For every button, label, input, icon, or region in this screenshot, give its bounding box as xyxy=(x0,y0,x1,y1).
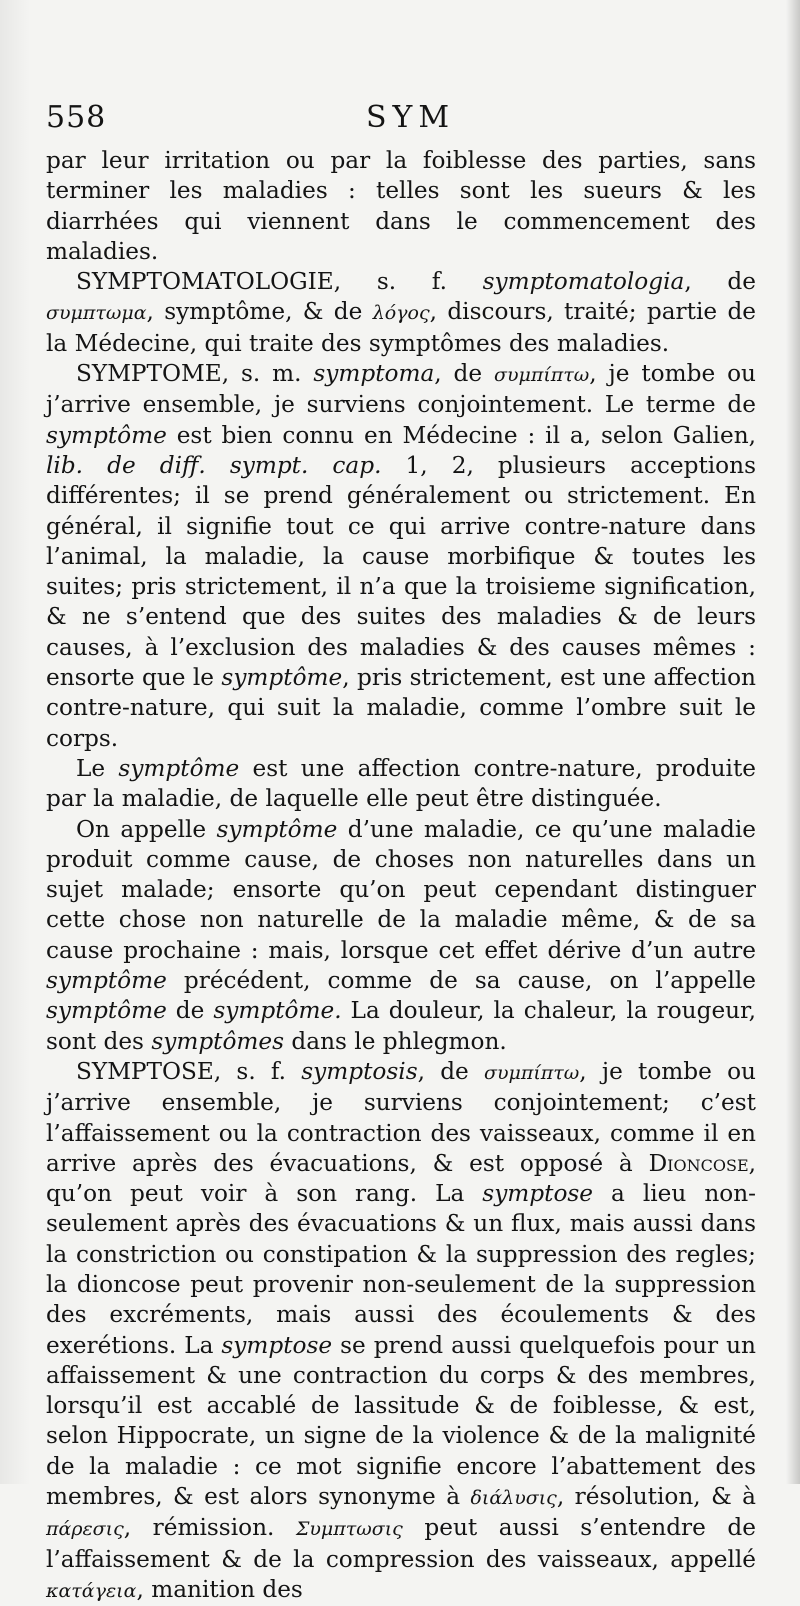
italic-term: lib. de diff. sympt. cap. xyxy=(46,451,382,479)
italic-term: symptomatologia xyxy=(482,268,685,296)
entry-symptose xyxy=(46,1057,756,1606)
italic-term: symptosis xyxy=(301,1057,418,1085)
text-run: , s. f. xyxy=(213,1057,302,1085)
greek-term: συμπίπτω xyxy=(494,364,590,387)
text-run: On appelle xyxy=(76,815,217,843)
italic-term: symptôme. xyxy=(213,997,342,1025)
greek-term: συμπίπτω xyxy=(484,1061,580,1084)
page-header xyxy=(46,98,756,146)
greek-term: συμπτωμα xyxy=(46,302,147,325)
text-run: , symptôme, & de xyxy=(146,298,373,326)
greek-term: διάλυσις xyxy=(470,1487,557,1510)
text-run: SYMPTOME xyxy=(76,360,222,388)
italic-term: symptôme xyxy=(46,967,167,995)
greek-term: κατάγεια xyxy=(46,1579,137,1602)
text-run: , s. f. xyxy=(333,268,483,296)
italic-term: symptose xyxy=(221,1331,333,1359)
greek-term: πάρεσις xyxy=(46,1518,124,1541)
greek-term: Συμπτωσις xyxy=(295,1518,403,1541)
text-run: de xyxy=(166,997,214,1025)
italic-term: symptôme xyxy=(221,664,343,692)
text-run: , rémission. xyxy=(123,1514,296,1542)
italic-term: symptôme xyxy=(46,421,167,449)
text-run: , résolution, & à xyxy=(556,1483,756,1511)
italic-term: symptôme xyxy=(118,754,240,782)
text-run: , manition des xyxy=(136,1575,303,1603)
text-run: SYMPTOSE xyxy=(76,1057,214,1085)
text-run: est bien connu en Médecine : il a, selon Galien, xyxy=(166,421,756,449)
paragraph-symptome-maladie xyxy=(46,815,756,1057)
greek-term: λόγος xyxy=(372,302,430,325)
italic-term: symptôme xyxy=(46,997,167,1025)
body-text xyxy=(46,146,756,1606)
text-run: , de xyxy=(434,360,494,388)
text-run: se prend aussi quelquefois pour un affaissement & une contraction du corps & des membres, lorsqu’il est accablé de lassitude & de foiblesse, & est, selon Hippocrate, un signe de la violence & de la malignité de la maladie : ce mot signifie encore l’abattement des membres, & est alors synonyme à xyxy=(46,1331,756,1511)
text-run: , de xyxy=(417,1057,484,1085)
italic-term: symptoma xyxy=(313,360,435,388)
text-run: dans le phlegmon. xyxy=(284,1027,507,1055)
text-run: , je tombe ou j’arrive ensemble, je surviens conjointement; c’est l’affaissement ou la contraction des vaisseaux, comme il en arrive après des évacuations, & est opposé à xyxy=(46,1057,756,1177)
text-run: , s. m. xyxy=(221,360,314,388)
text-run: par leur irritation ou par la foiblesse des parties, sans terminer les maladies : telles sont les sueurs & les diarrhées qui viennent dans le commencement des maladies. xyxy=(46,147,756,265)
text-run: 1, 2, plusieurs acceptions différentes; il se prend généralement ou strictement. En général, il signifie tout ce qui arrive contre-nature dans l’animal, la maladie, la cause morbifique & toutes les suites; pris strictement, il n’a que la troisieme signification, & ne s’entend que des suites des maladies & de leurs causes, à l’exclusion des maladies & des causes mêmes : ensorte que le xyxy=(46,451,756,692)
text-run: est une affection contre-nature, produite par la maladie, de laquelle elle peut être distinguée. xyxy=(46,754,756,813)
page-number: 558 xyxy=(46,100,107,135)
paragraph-symptome-definition xyxy=(46,754,756,815)
italic-term: symptose xyxy=(482,1180,594,1208)
text-run: d’une maladie, ce qu’une maladie produit comme cause, de choses non naturelles dans un sujet malade; ensorte qu’on peut cependant distinguer cette chose non naturelle de la maladie même, & de sa cause prochaine : mais, lorsque cet effet dérive d’un autre xyxy=(46,815,756,964)
text-run: , qu’on peut voir à son rang. La xyxy=(46,1149,756,1208)
text-run: , de xyxy=(684,268,756,296)
text-run: , je tombe ou j’arrive ensemble, je surviens conjointement. Le terme de xyxy=(46,360,756,419)
entry-symptomatologie xyxy=(46,267,756,359)
italic-term: symptômes xyxy=(151,1027,285,1055)
text-run: , discours, traité; partie de la Médecine, qui traite des symptômes des maladies. xyxy=(46,298,757,357)
text-run: SYMPTOMATOLOGIE xyxy=(76,268,334,296)
text-run: précédent, comme de sa cause, on l’appelle xyxy=(166,967,756,995)
text-run: peut aussi s’entendre de l’affaissement & de la compression des vaisseaux, appellé xyxy=(46,1514,756,1573)
paragraph-continuation xyxy=(46,146,756,267)
cross-reference: Dioncose xyxy=(648,1149,749,1177)
text-run: Le xyxy=(76,754,119,782)
text-run: , pris strictement, est une affection contre-nature, qui suit la maladie, comme l’ombre suit le corps. xyxy=(46,664,756,752)
entry-symptome xyxy=(46,359,756,754)
italic-term: symptôme xyxy=(216,815,338,843)
text-run: a lieu non-seulement après des évacuations & un flux, mais aussi dans la constriction ou constipation & la suppression des regles; la dioncose peut provenir non-seulement de la suppression des excréments, mais aussi des écoulements & des exerétions. La xyxy=(46,1180,756,1359)
text-run: La douleur, la chaleur, la rougeur, sont des xyxy=(46,997,757,1055)
running-head: SYM xyxy=(366,100,456,135)
